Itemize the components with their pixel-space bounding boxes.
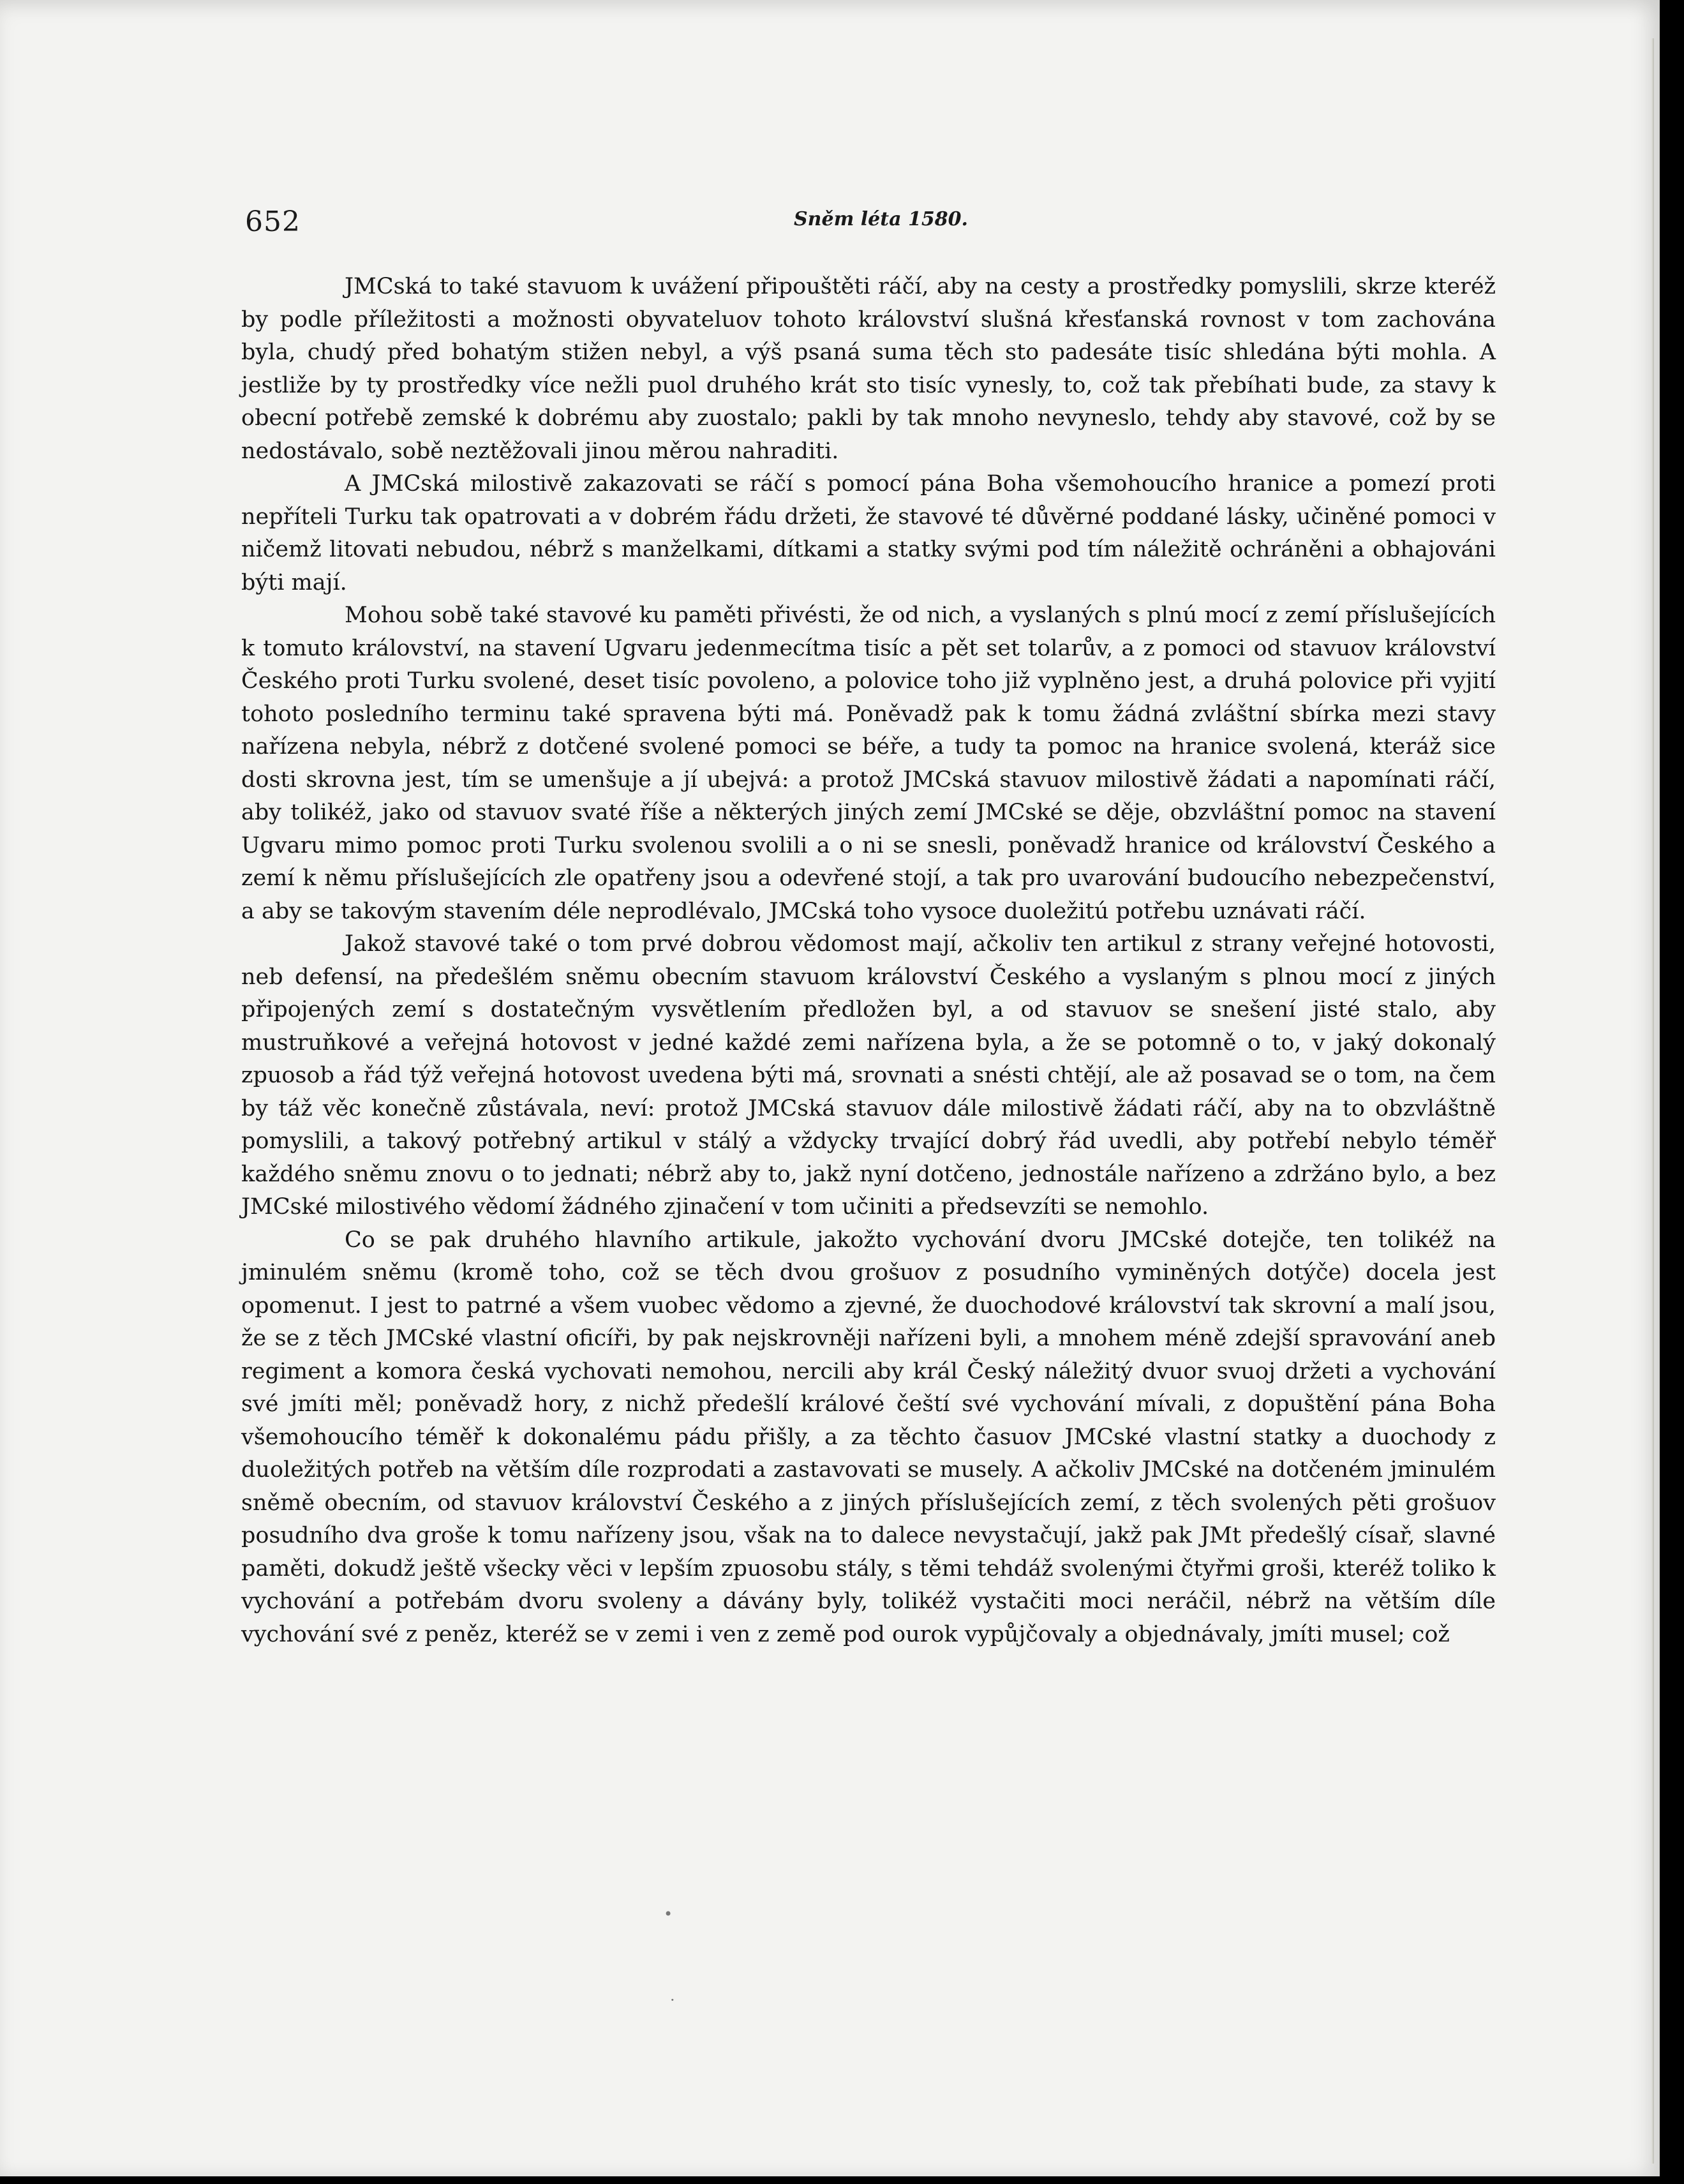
- paragraph-5: Co se pak druhého hlavního artikule, jakožto vychování dvoru JMCské dotejče, ten tolikéž na jminulém sněmu (kromě toho, což se těch dvou grošuov z posudního vyminěných dotýče) docela jest opomenut. I jest to patrné a všem vuobec vědomo a zjevné, že duochodové království tak skrovní a malí jsou, že se z těch JMCské vlastní oficíři, by pak nejskrovněji nařízeni byli, a mnohem méně zdejší spravování aneb regiment a komora česká vychovati nemohou, nercili aby král Český náležitý dvuor svuoj držeti a vychování své jmíti měl; poněvadž hory, z nichž předešlí králové čeští své vychování mívali, z dopuštění pána Boha všemohoucího téměř k dokonalému pádu přišly, a za těchto časuov JMCské vlastní statky a duochody z duoležitých potřeb na větším díle rozprodati a zastavovati se musely. A ačkoliv JMCské na dotčeném jminulém sněmě obecním, od stavuov království Českého a z jiných příslušejících zemí, z těch svolených pěti grošuov posudního dva groše k tomu nařízeny jsou, však na to dalece nevystačují, jakž pak JMt předešlý císař, slavné paměti, dokudž ještě všecky věci v lepším zpuosobu stály, s těmi tehdáž svolenými čtyřmi groši, kteréž toliko k vychování a potřebám dvoru svoleny a dávány byly, tolikéž vystačiti moci neráčil, nébrž na větším díle vychování své z peněz, kteréž se v zemi i ven z země pod ourok vypůjčovaly a objednávaly, jmíti musel; což: [241, 1227, 1496, 1647]
- paragraph-4: Jakož stavové také o tom prvé dobrou vědomost mají, ačkoliv ten artikul z strany veřejné hotovosti, neb defensí, na předešlém sněmu obecním stavuom království Českého a vyslaným s plnou mocí z jiných připojených zemí s dostatečným vysvětlením předložen byl, a od stavuov se snešení jisté stalo, aby mustruňkové a veřejná hotovost v jedné každé zemi nařízena byla, a že se potomně o to, v jaký dokonalý zpuosob a řád týž veřejná hotovost uvedena býti má, srovnati a snésti chtějí, ale až posavad se o tom, na čem by táž věc konečně zůstávala, neví: protož JMCská stavuov dále milostivě žádati ráčí, aby na to obzvláštně pomyslili, a takový potřebný artikul v stálý a vždycky trvající dobrý řád uvedli, aby potřebí nebylo téměř každého sněmu znovu o to jednati; nébrž aby to, jakž nyní dotčeno, jednostále nařízeno a zdržáno bylo, a bez JMCské milostivého vědomí žádného zjinačení v tom učiniti a předsevzíti se nemohlo.: [241, 931, 1496, 1220]
- paragraph-2: A JMCská milostivě zakazovati se ráčí s pomocí pána Boha všemohoucího hranice a pomezí proti nepříteli Turku tak opatrovati a v dobrém řádu držeti, že stavové té důvěrné poddané lásky, učiněné pomoci v ničemž litovati nebudou, nébrž s manželkami, dítkami a statky svými pod tím náležitě ochráněni a obhajováni býti mají.: [241, 471, 1496, 595]
- paragraph-3: Mohou sobě také stavové ku paměti přivésti, že od nich, a vyslaných s plnú mocí z zemí příslušejících k tomuto království, na stavení Ugvaru jedenmecítma tisíc a pět set tolarův, a z pomoci od stavuov království Českého proti Turku svolené, deset tisíc povoleno, a polovice toho již vyplněno jest, a druhá polovice při vyjití tohoto posledního terminu také spravena býti má. Poněvadž pak k tomu žádná zvláštní sbírka mezi stavy nařízena nebyla, nébrž z dotčené svolené pomoci se béře, a tudy ta pomoc na hranice svolená, kteráž sice dosti skrovna jest, tím se umenšuje a jí ubejvá: a protož JMCská stavuov milostivě žádati a napomínati ráčí, aby tolikéž, jako od stavuov svaté říše a některých jiných zemí JMCské se děje, obzvláštní pomoc na stavení Ugvaru mimo pomoc proti Turku svolenou svolili a o ni se snesli, poněvadž hranice od království Českého a zemí k němu příslušejících zle opatřeny jsou a odevřené stojí, a tak pro uvarování budoucího nebezpečenství, a aby se takovým stavením déle neprodlévalo, JMCská toho vysoce duoležitú potřebu uznávati ráčí.: [241, 602, 1496, 924]
- running-title: Sněm léta 1580.: [794, 208, 968, 230]
- scan-speck: •: [664, 1905, 673, 1923]
- page-header: [245, 203, 1432, 241]
- page-edge-shadow: [1651, 38, 1654, 2164]
- body-text: [241, 271, 1496, 1651]
- scan-speck: ·: [670, 1991, 675, 2009]
- page-number: 652: [245, 206, 301, 238]
- paragraph-1: JMCská to také stavuom k uvážení připouštěti ráčí, aby na cesty a prostředky pomyslili, skrze kteréž by podle příležitosti a možnosti obyvateluov tohoto království slušná křesťanská rovnost v tom zachována byla, chudý před bohatým stižen nebyl, a výš psaná suma těch sto padesáte tisíc shledána býti mohla. A jestliže by ty prostředky více nežli puol druhého krát sto tisíc vynesly, to, což tak přebíhati bude, za stavy k obecní potřebě zemské k dobrému aby zuostalo; pakli by tak mnoho nevyneslo, tehdy aby stavové, což by se nedostávalo, sobě neztěžovali jinou měrou nahraditi.: [241, 274, 1496, 464]
